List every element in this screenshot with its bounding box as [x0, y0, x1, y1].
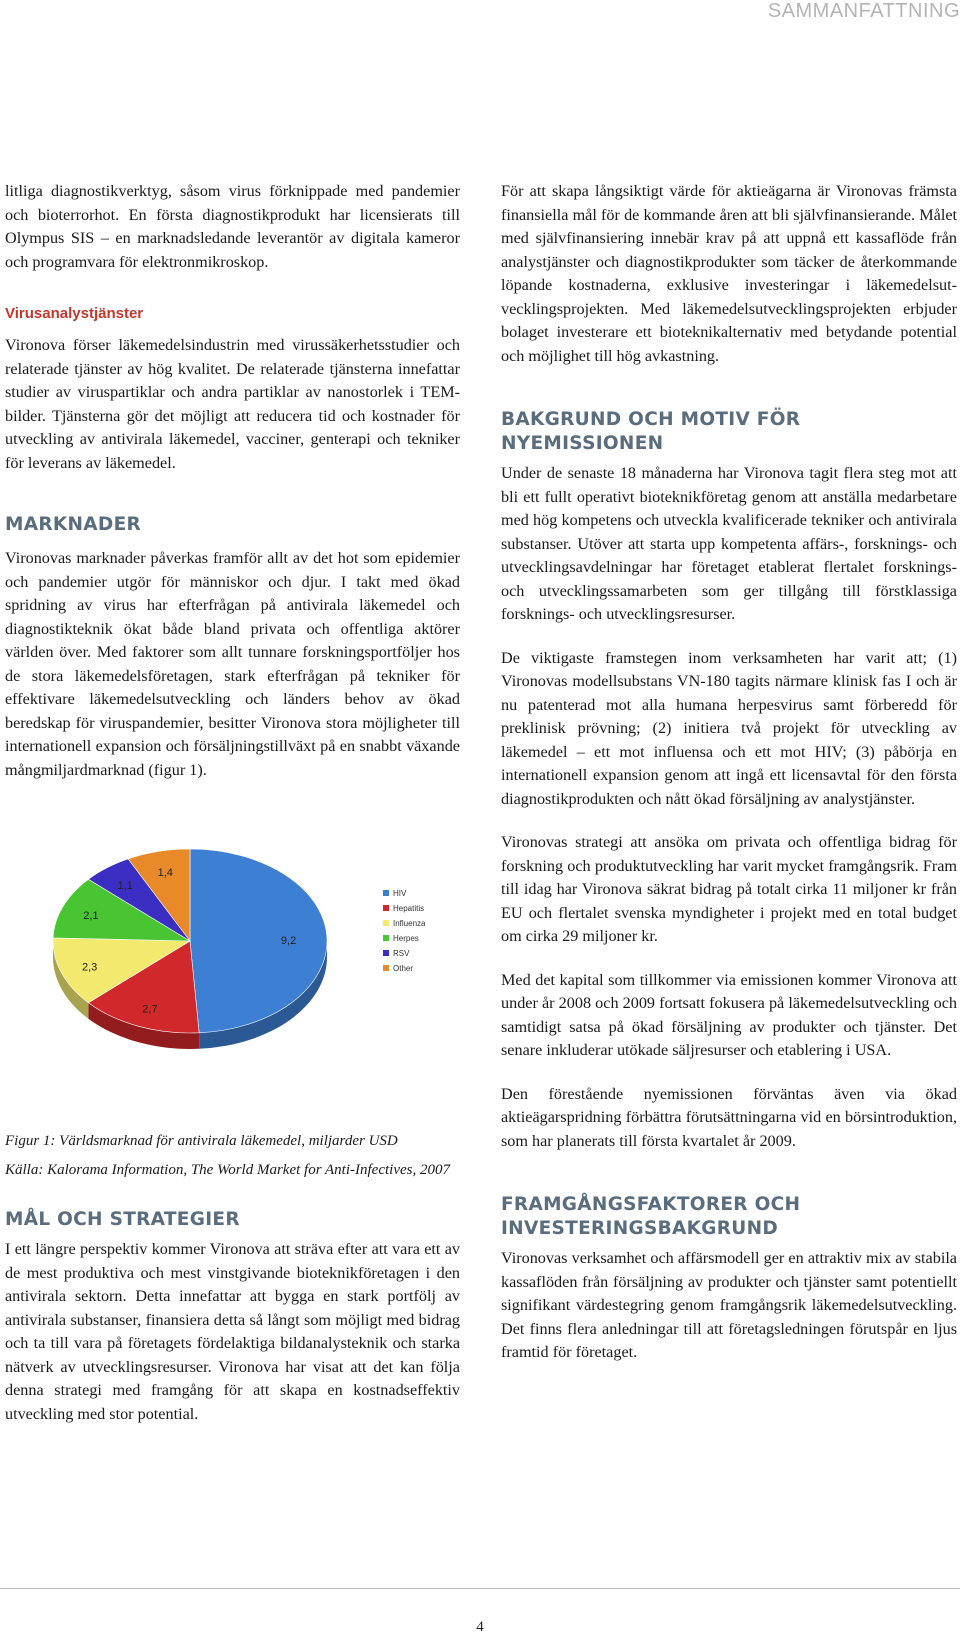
markets-heading: MARKNADER — [5, 514, 142, 535]
legend-swatch-hiv — [383, 890, 389, 896]
legend-swatch-herpes — [383, 935, 389, 941]
background-paragraph-5: Den förestående nyemissionen förväntas även via ökad aktieägarspridning förbättra förutsättningarna vid en börsintroduktion, som har planerats till första kvartalet år 2009. — [501, 1084, 957, 1150]
pie-value-label: 9,2 — [280, 934, 297, 947]
legend-label-rsv: RSV — [393, 949, 410, 958]
legend-swatch-influenza — [383, 920, 389, 926]
background-paragraph-3: Vironovas strategi att ansöka om privata och offentliga bidrag för forskning och produktutveckling har varit mycket framgångsrik. Fram till idag har Vironova säkrat bidrag på totalt cirka 11 miljoner kr från EU och flertalet svenska myndigheter i projekt med en total budget om cirka 29 miljoner kr. — [501, 833, 957, 945]
pie-value-label: 2,7 — [142, 1003, 158, 1016]
goals-paragraph: I ett längre perspektiv kommer Vironova att sträva efter att vara ett av de mest produktiva och mest vinstgivande bioteknikföretagen i den antivirala sektorn. Detta innefattar att bygga en stark portfölj av antivirala substanser, finansiera detta så långt som möjligt med bidrag och ta till vara på företagets fördelaktiga bildanalysteknik och starka nätverk av utvecklingsresurser. Vironova har visat att det kan följa denna strategi med framgång för att skapa en kostnadseffektiv utveckling med stor potential. — [5, 1240, 460, 1423]
pie-value-label: 2,1 — [83, 910, 99, 923]
figure-source: Källa: Kalorama Information, The World Market for Anti-Infectives, 2007 — [5, 1162, 450, 1178]
pie-chart — [5, 828, 460, 1068]
intro-paragraph: litliga diagnostikverktyg, såsom virus förknippade med pandemier och bioterrorhot. En första diagnostikprodukt har licensierats till Olympus SIS – en marknadsledande leverantör av digitala kameror och programvara för elektronmikroskop. — [5, 182, 460, 271]
goals-heading: MÅL OCH STRATEGIER — [5, 1209, 240, 1230]
legend-swatch-rsv — [383, 950, 389, 956]
success-factors-heading: FRAMGÅNGSFAKTORER OCH INVESTERINGSBAKGRUND — [501, 1194, 801, 1239]
right-column — [501, 180, 957, 1365]
figure-caption: Figur 1: Världsmarknad för antivirala läkemedel, miljarder USD — [5, 1133, 398, 1149]
background-paragraph-1: Under de senaste 18 månaderna har Vironova tagit flera steg mot att bli ett fullt operativt bioteknikföretag genom att anställa medarbetare med hög kompetens och utveckla kvalificerade tekniker och antivirala substanser. Utöver att starta upp kompetenta affärs-, forsknings- och utvecklingsavdelningar har företaget etablerat flertalet forsknings- och utvecklingssamarbeten som ger tillgång till förstklassiga forsknings- och utvecklingsresurser. — [501, 464, 957, 623]
legend-label-hepatitis: Hepatitis — [393, 904, 425, 913]
virus-analysis-heading: Virusanalystjänster — [5, 305, 144, 322]
legend-swatch-hepatitis — [383, 905, 389, 911]
legend-label-other: Other — [393, 964, 414, 973]
pie-value-label: 1,1 — [117, 879, 133, 892]
market-pie-figure — [5, 828, 460, 1068]
markets-paragraph: Vironovas marknader påverkas framför allt av det hot som epidemier och pandemier utgör för människor och djur. I takt med ökad spridning av virus har efterfrågan på antivirala läkemedel och diagnostikteknik ökat både bland privata och offentliga aktörer världen över. Med faktorer som allt tunnare forskningsportföljer hos de stora läkemedelsföretagen, stark efterfrågan på tekniker för effektivare läkemedelsutveckling och länders behov av ökad beredskap för viruspandemier, besitter Vironova stora möjligheter till internationell expansion och försäljningstillväxt på en snabbt växande mångmiljardmarknad (figur 1). — [5, 549, 460, 779]
page-number: 4 — [476, 1619, 484, 1635]
background-heading: BAKGRUND OCH MOTIV FÖR NYEMISSIONEN — [501, 409, 801, 454]
footer-rule — [0, 1588, 960, 1589]
running-header: SAMMANFATTNING — [767, 0, 960, 22]
legend-label-hiv: HIV — [393, 889, 407, 898]
success-factors-paragraph: Vironovas verksamhet och affärsmodell ger en attraktiv mix av stabila kassaflöden från försäljning av produkter och tjänster samt potentiellt signifikant värdestegring genom framgångsrik läkemedelsutveckling. Det finns flera anledningar till att företagsledningen förutspår en ljus framtid för företaget. — [501, 1249, 957, 1361]
pie-value-label: 2,3 — [82, 961, 98, 974]
legend-label-herpes: Herpes — [393, 934, 419, 943]
legend-label-influenza: Influenza — [393, 919, 426, 928]
value-paragraph: För att skapa långsiktigt värde för aktieägarna är Vironovas främsta finansiella mål för de kommande åren att bli självfinansierande. Målet med självfinansiering innebär krav på att uppnå ett kassaflöde från analystjänster och diagnostikprodukter som täcker de återkommande löpande kostnaderna, exklusive investeringar i läkemedelsutvecklingsprojekten. Med läkemedelsutvecklingsprojekten erbjuder bolaget investerare ett bioteknikalternativ med betydande potential och möjlighet till hög avkastning. — [501, 182, 957, 365]
background-paragraph-2: De viktigaste framstegen inom verksamheten har varit att; (1) Vironovas modellsubstans VN-180 tagits närmare klinisk fas I och är nu patenterad mot alla humana herpesvirus samt förberedd för preklinisk prövning; (2) initiera två projekt för utveckling av läkemedel – ett mot influensa och ett mot HIV; (3) påbörja en internationell expansion genom att ingå ett licensavtal för den första diagnostikprodukten och nått ökad försäljning av analystjänster. — [501, 648, 957, 808]
left-column — [5, 180, 460, 1426]
pie-value-label: 1,4 — [157, 867, 173, 880]
legend-swatch-other — [383, 965, 389, 971]
background-paragraph-4: Med det kapital som tillkommer via emissionen kommer Vironova att under år 2008 och 2009 fortsatt fokusera på läkemedelsutveckling och samtidigt satsa på ökad försäljning av produkter och tjänster. Det senare inkluderar utökade säljresurser och etablering i USA. — [501, 970, 957, 1059]
virus-analysis-paragraph: Vironova förser läkemedelsindustrin med virussäkerhetsstudier och relaterade tjänster av hög kvalitet. De relaterade tjänsterna innefattar studier av viruspartiklar och andra partiklar av nanostorlek i TEM-bilder. Tjänsterna gör det möjligt att reducera tid och kostnader för utveckling av antivirala läkemedel, vacciner, genterapi och tekniker för leverans av läkemedel. — [5, 336, 460, 472]
